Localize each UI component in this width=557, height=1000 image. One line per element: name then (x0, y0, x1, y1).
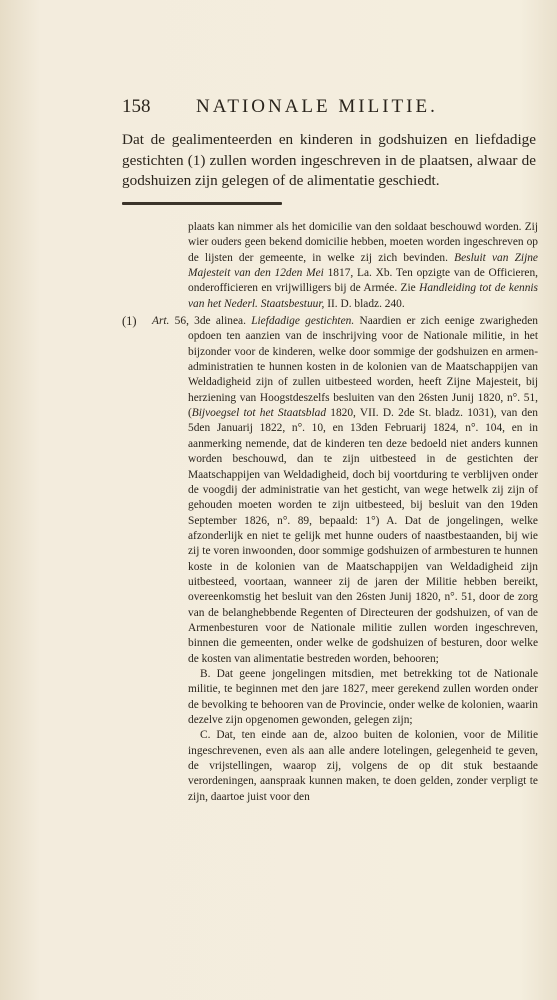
footnote-supplement-ref: Bijvoegsel tot het Staatsblad (191, 407, 327, 420)
page-number: 158 (122, 96, 151, 117)
footnote-title: Liefdadige gestichten. (251, 315, 355, 328)
footnote-continuation-reference-2: Handleiding tot de kennis van het Nederl. Staatsbestuur, (188, 282, 538, 310)
footnote-continuation-tail: 1817, La. Xb. Ten opzigte van de Officieren, onderofficieren en vrijwilligers bij de Armée. Zie (188, 267, 538, 295)
footnote-marker: (1) (122, 314, 137, 329)
footnote-item-b (122, 667, 538, 728)
footnote-item-c-text: C. Dat, ten einde aan de, alzoo buiten de kolonien, voor de Militie ingeschrevenen, even als aan alle andere lotelingen, gelegenheid te geven, de vrijstellingen, waarop zij, volgens de op dit stuk bestaande verordeningen, aanspraak kunnen maken, te doen gelden, zonder verpligt te zijn, daartoe juist voor den (188, 729, 538, 803)
footnote-continuation (122, 220, 538, 312)
footnote-lead: 56, 3de alinea. (174, 315, 246, 328)
footnote-1 (122, 314, 538, 805)
footnote-text-b: 1820, VII. D. 2de St. bladz. 1031), van den 5den Januarij 1822, n°. 10, en 13den Februarij 1824, n°. 104, en in aanmerking nemende, dat de kinderen ten deze bedoeld niet anders kunnen worden beschouwd, dan te zijn uitbesteed in de gestichten der Maatschappijen van Weldadigheid, doch bij voortduring te verblijven onder de voogdij der administratie van het gesticht, van wege hetwelk zij zijn of gehouden moeten worden te zijn uitbesteed, bij besluit van den 19den September 1826, n°. 89, bepaald: 1°) A. Dat de jongelingen, welke afzonderlijk en niet te gelijk met hunne ouders of naastbestaanden, bij wie zij te voren inwoonden, door sommige godshuizen of armbesturen te hunnen koste in de kolonien van de Maatschappijen van Weldadigheid zijn uitbesteed, voortaan, wanneer zij de jaren der Militie hebben bereikt, overeenkomstig het besluit van den 26sten Junij 1820, n°. 51, door de zorg van de belanghebbende Regenten of Directeuren der godshuizen, of van de Armenbesturen voor de Nationale militie zullen worden ingeschreven, binnen die gemeenten, onder welke de godshuizen of besturen, door welke de kosten van alimentatie bestreden worden, behooren; (188, 407, 538, 665)
footnote-text-a: Naardien er zich eenige zwarigheden opdoen ten aanzien van de inschrijving voor de Nationale militie, in het bijzonder voor de kinderen, welke door sommige der godshuizen en armen-administratien te hunnen kosten in de kolonien van de Maatschappijen van Weldadigheid zijn of zullen uitbesteed worden, heeft Zijne Majesteit, bij herziening van Hoogstdeszelfs besluiten van den 26sten Junij 1820, n°. 51, ( (188, 315, 538, 420)
footnote-continuation-reference: Besluit van Zijne Majesteit van den 12den Mei (188, 251, 538, 280)
footnotes (122, 220, 538, 805)
footnote-1-body (122, 314, 538, 667)
footnote-item-c (122, 728, 538, 805)
footnote-item-b-text: B. Dat geene jongelingen mitsdien, met betrekking tot de Nationale militie, te beginnen met den jare 1827, meer gerekend zullen worden onder de bevolking te behooren van de Provincie, onder welke de kolonien, waarin dezelve zijn opgenomen gewonden, gelegen zijn; (188, 667, 538, 726)
footnote-art-label: Art. (152, 315, 170, 328)
footnote-separator-rule (122, 202, 282, 205)
running-title: NATIONALE MILITIE. (196, 96, 438, 117)
main-paragraph: Dat de gealimenteerden en kinderen in godshuizen en liefdadige gestichten (1) zullen worden ingeschreven in de plaatsen, alwaar de godshuizen zijn gelegen of de alimentatie geschiedt. (122, 131, 536, 189)
footnote-continuation-end: II. D. bladz. 240. (327, 297, 405, 310)
footnote-continuation-text: plaats kan nimmer als het domicilie van den soldaat beschouwd worden. Zij wier ouders geen bekend domicilie hebben, moeten worden ingeschreven op de lijsten der gemeente, in welke zij zich bevinden. (188, 221, 538, 264)
running-head (122, 96, 542, 122)
